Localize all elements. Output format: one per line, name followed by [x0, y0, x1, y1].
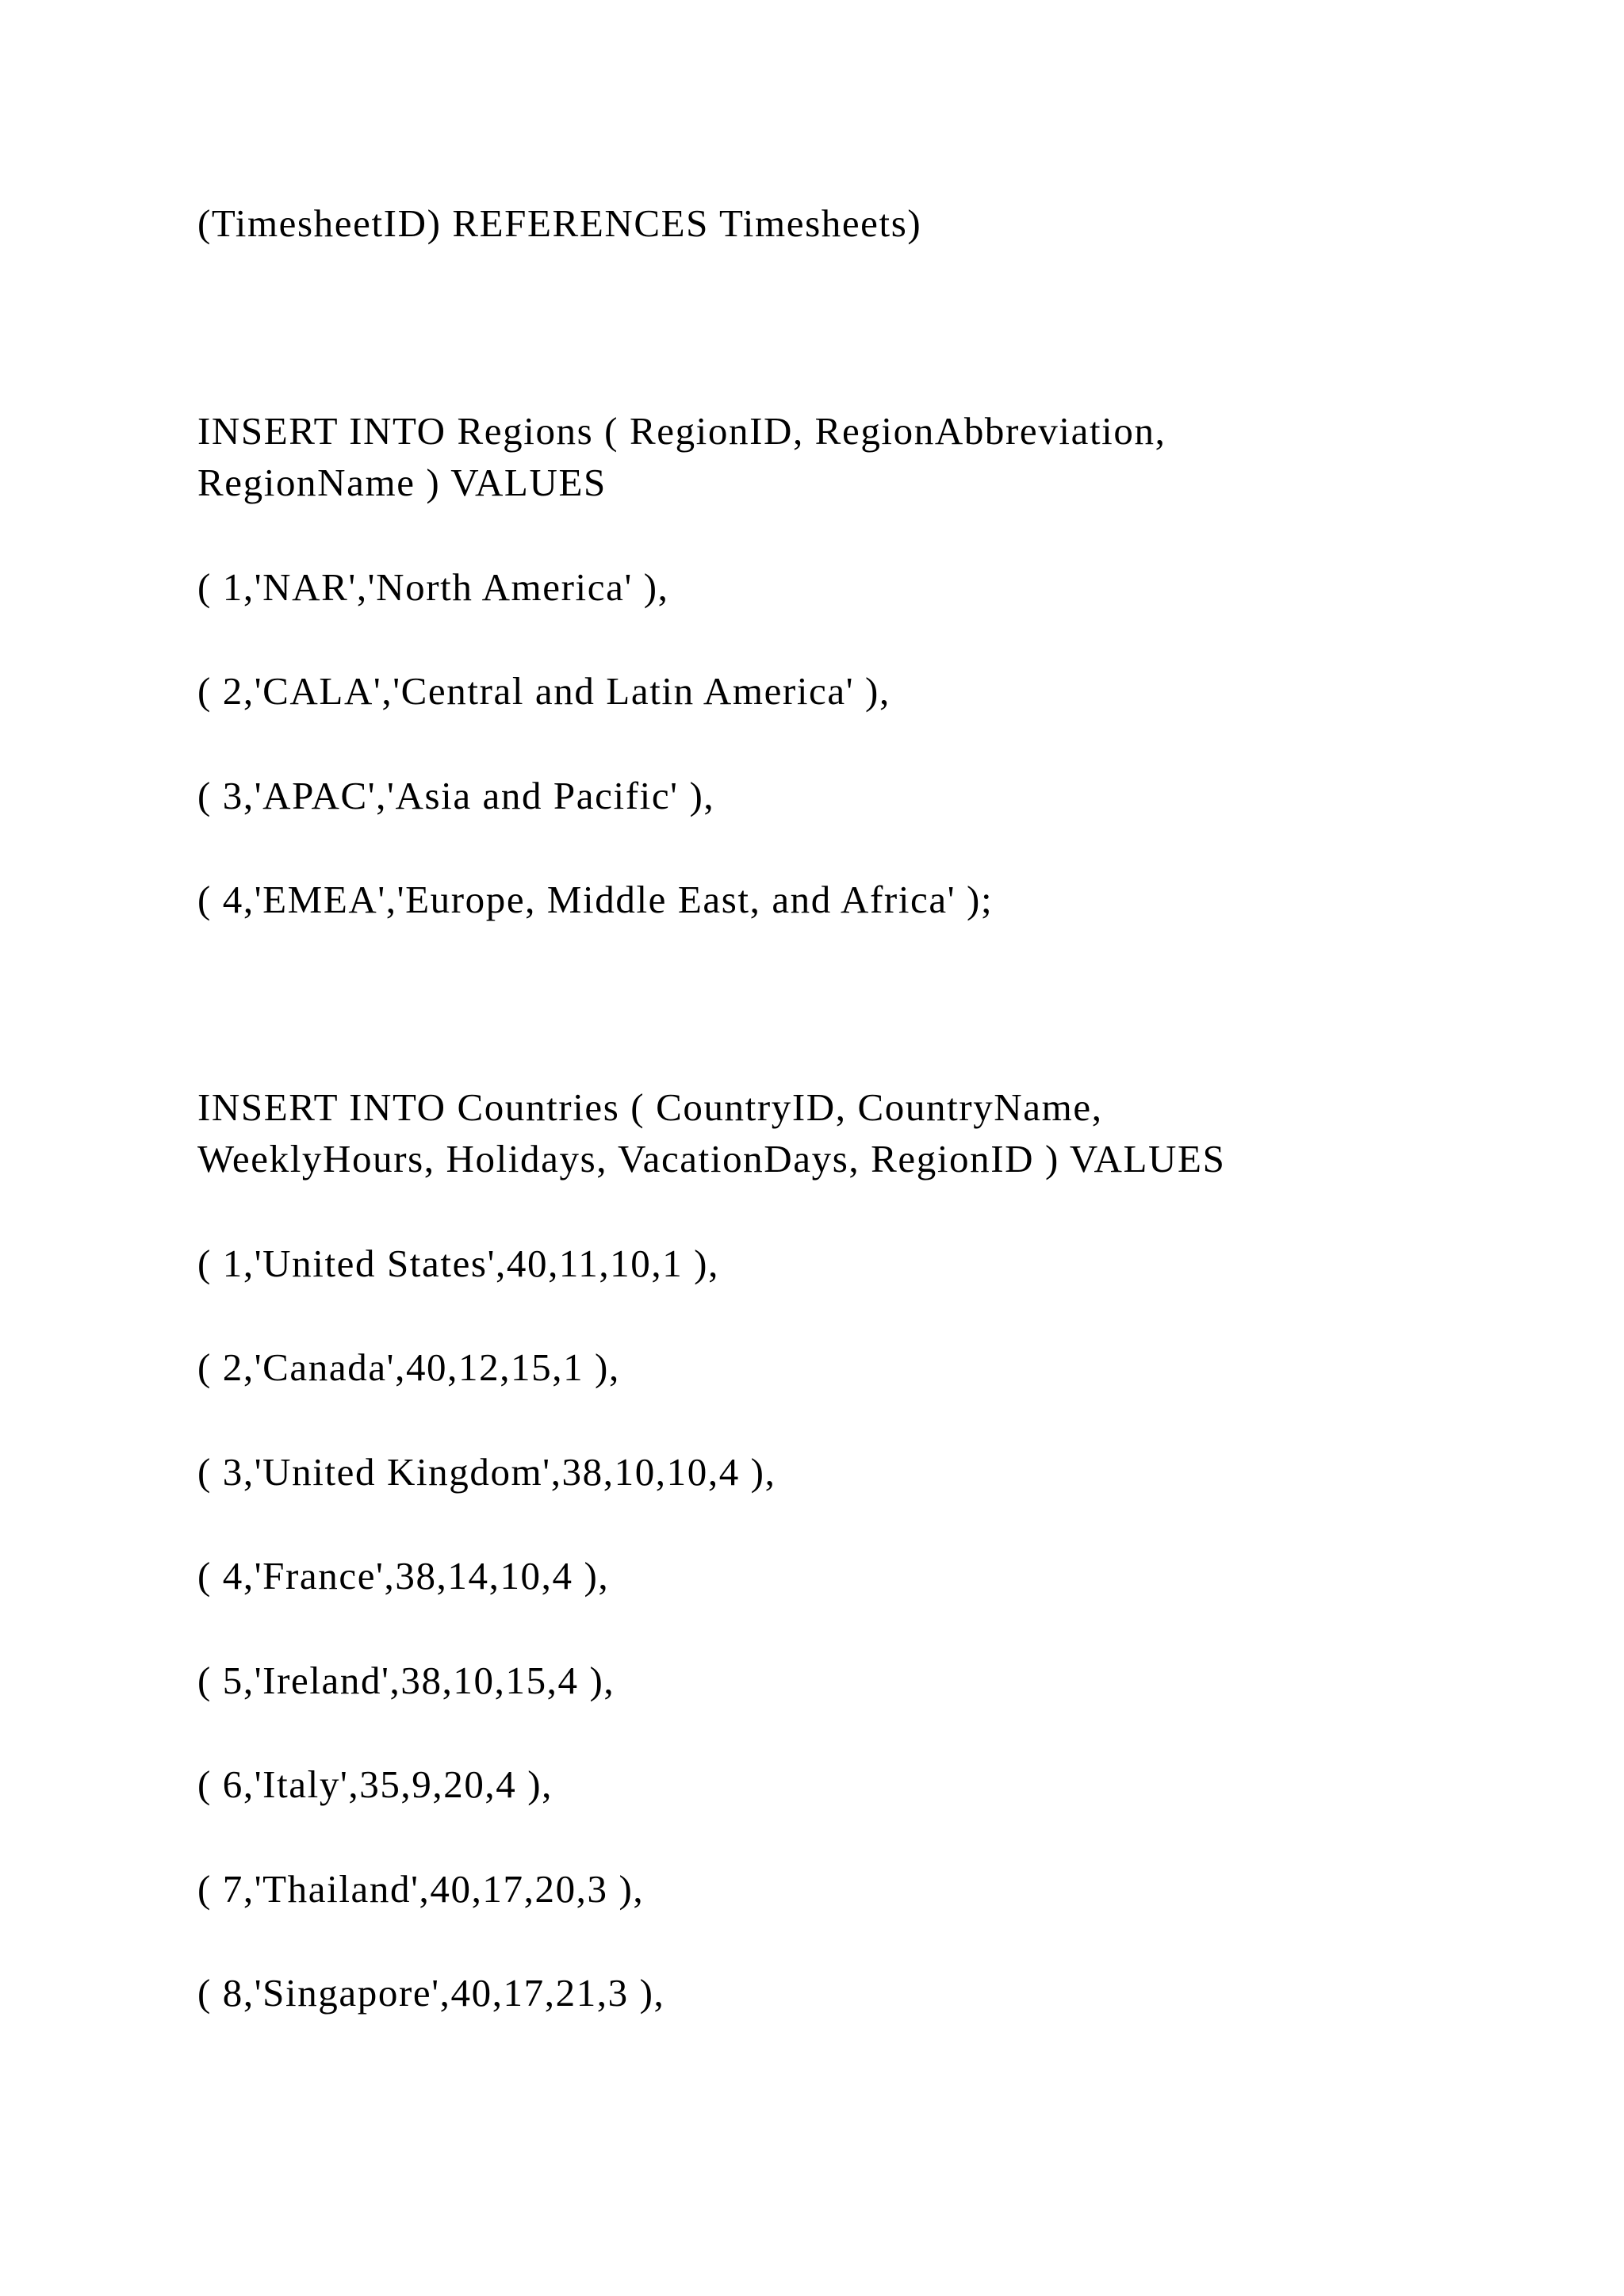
text-line: ( 7,'Thailand',40,17,20,3 ),	[197, 1867, 645, 1911]
text-line: ( 2,'CALA','Central and Latin America' ),	[197, 669, 891, 713]
text-line: (TimesheetID) REFERENCES Timesheets)	[197, 201, 922, 245]
text-line: INSERT INTO Regions ( RegionID, RegionAbbreviation,	[197, 409, 1166, 453]
text-line: INSERT INTO Countries ( CountryID, CountryName,	[197, 1085, 1103, 1129]
text-line: ( 4,'France',38,14,10,4 ),	[197, 1554, 610, 1598]
text-line: ( 3,'APAC','Asia and Pacific' ),	[197, 774, 715, 817]
text-line: RegionName ) VALUES	[197, 461, 607, 504]
text-line: ( 1,'United States',40,11,10,1 ),	[197, 1242, 719, 1285]
text-line: WeeklyHours, Holidays, VacationDays, RegionID ) VALUES	[197, 1137, 1226, 1181]
text-line: ( 8,'Singapore',40,17,21,3 ),	[197, 1971, 665, 2015]
text-line: ( 2,'Canada',40,12,15,1 ),	[197, 1345, 620, 1389]
text-line: ( 3,'United Kingdom',38,10,10,4 ),	[197, 1450, 776, 1494]
text-line: ( 5,'Ireland',38,10,15,4 ),	[197, 1659, 615, 1702]
text-line: ( 1,'NAR','North America' ),	[197, 565, 669, 609]
text-line: ( 4,'EMEA','Europe, Middle East, and Africa' );	[197, 878, 994, 921]
text-line: ( 6,'Italy',35,9,20,4 ),	[197, 1762, 553, 1806]
